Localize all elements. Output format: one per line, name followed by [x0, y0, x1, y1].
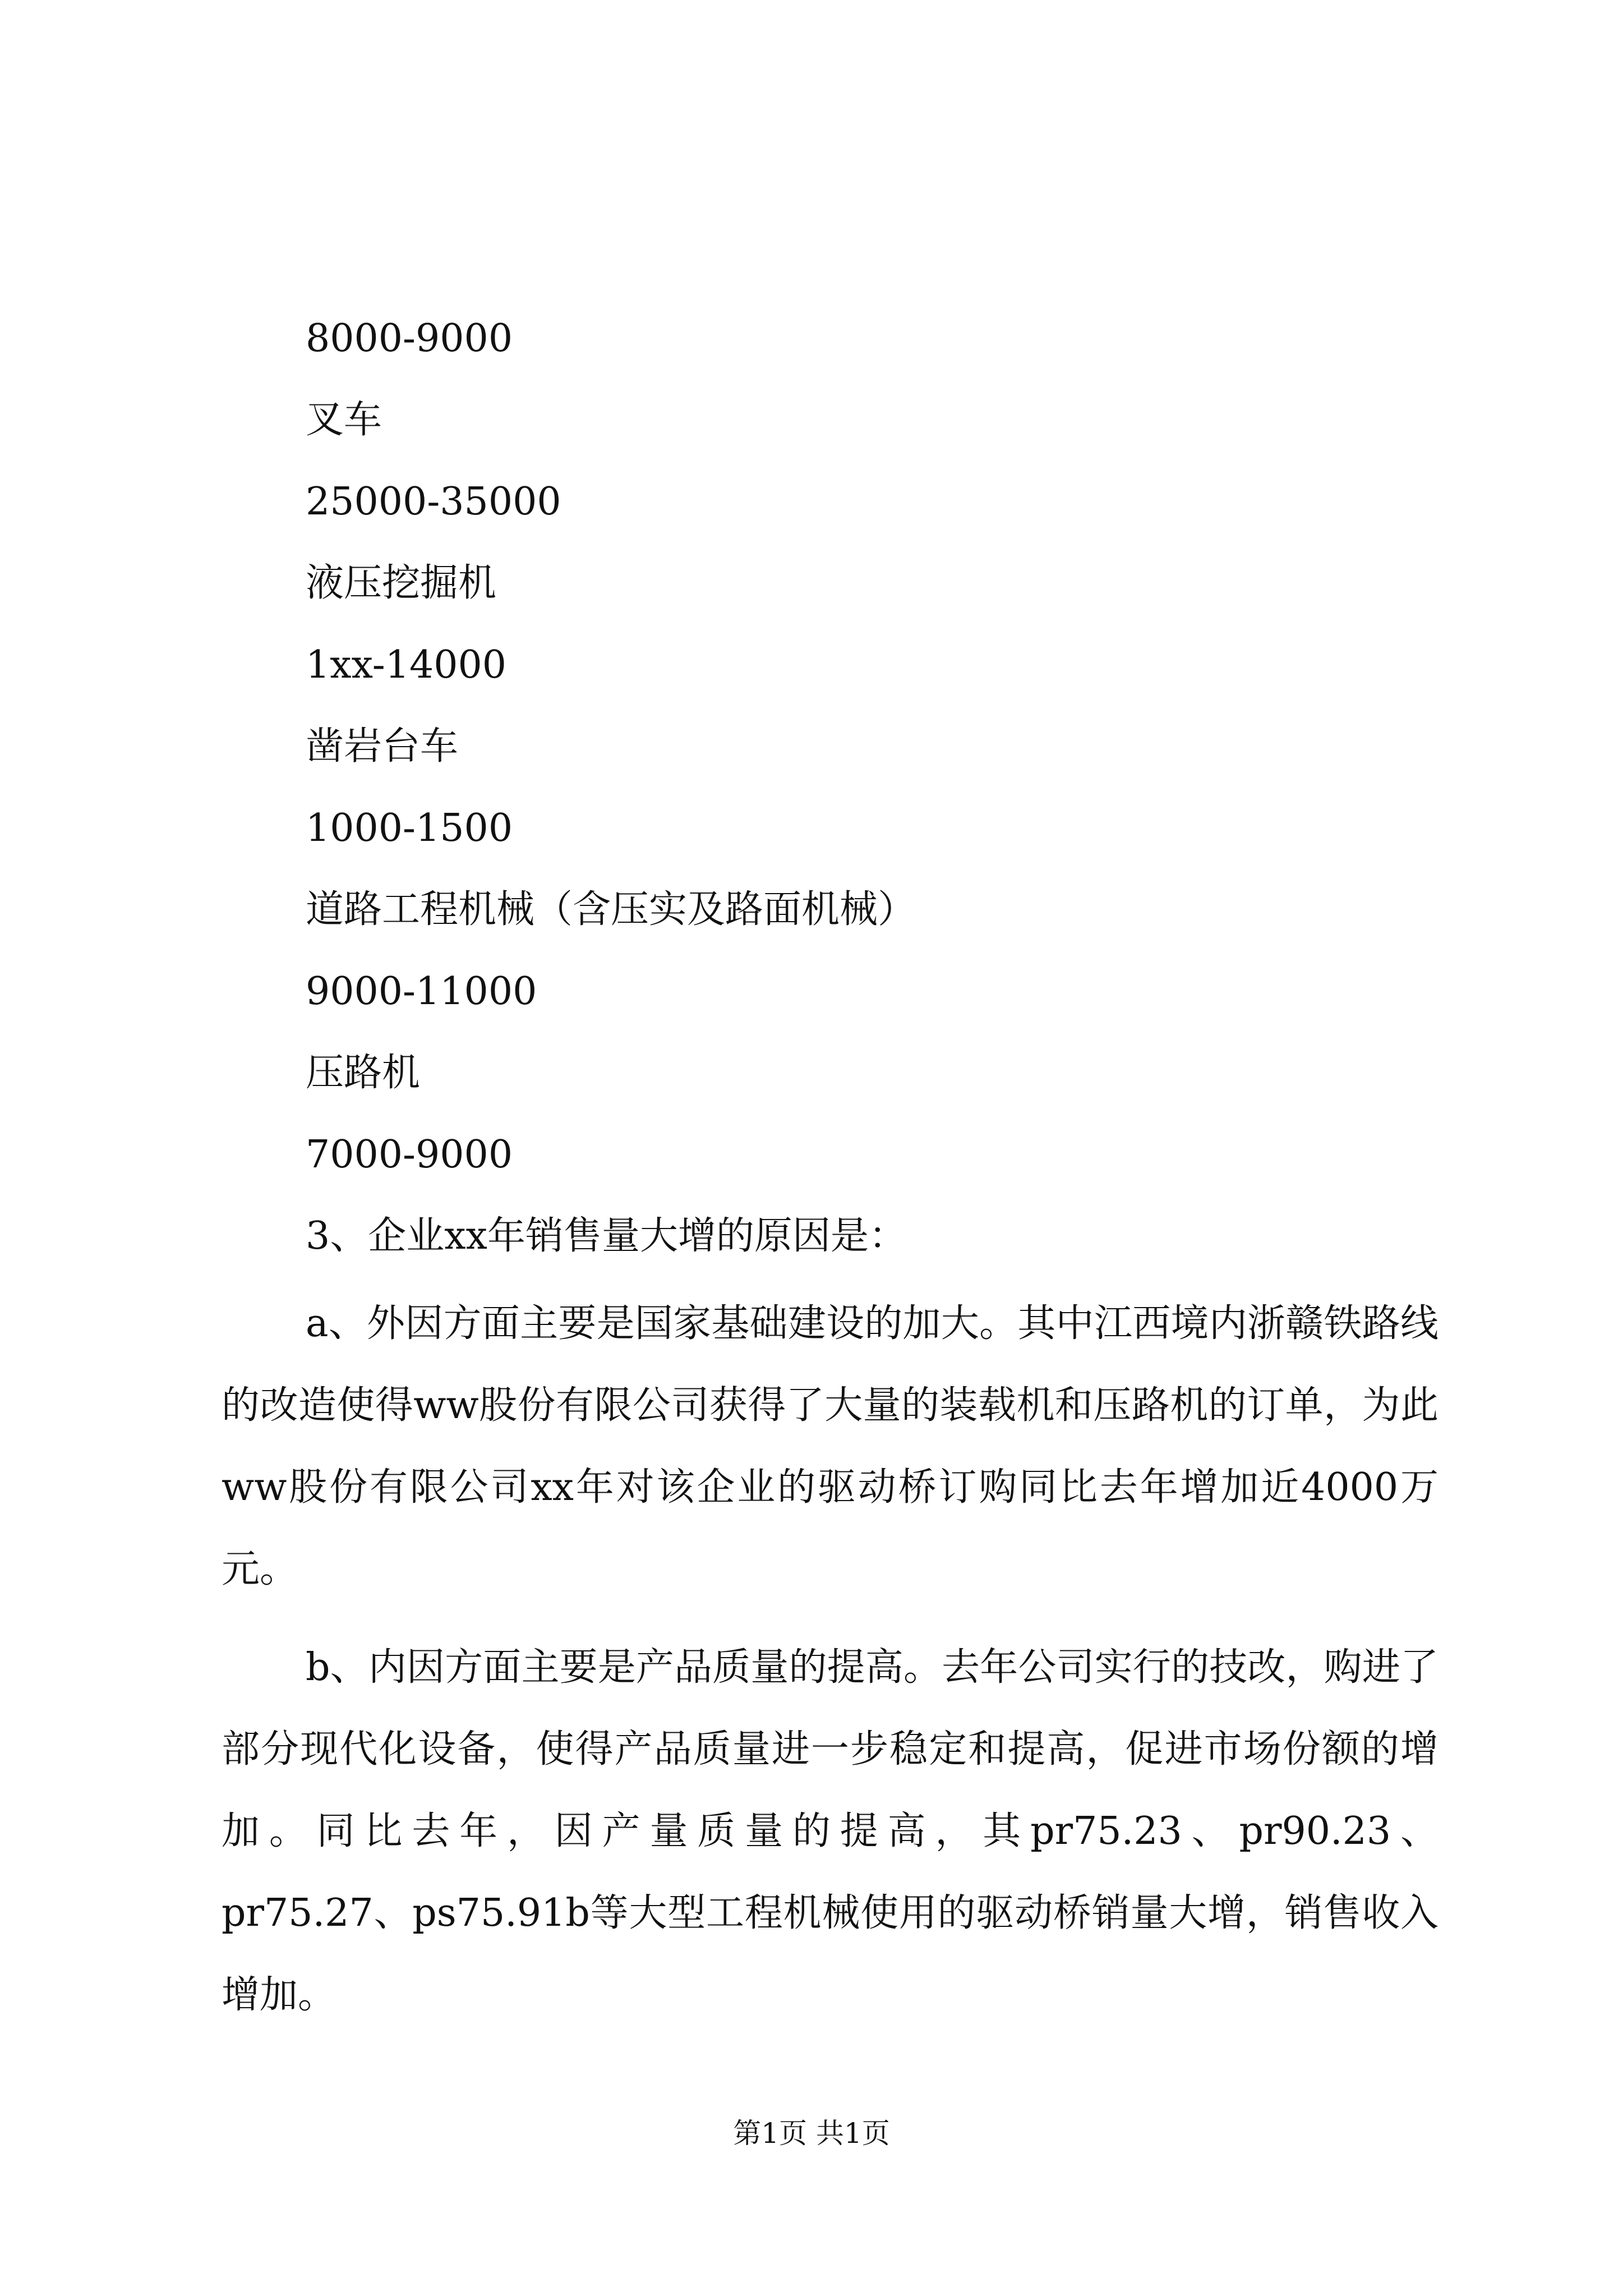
text-line: 1xx-14000 [306, 643, 507, 687]
page-footer: 第1页 共1页 [733, 2117, 890, 2150]
section-heading: 3、企业xx年销售量大增的原因是： [306, 1214, 907, 1258]
text-line: 凿岩台车 [306, 724, 459, 769]
text-line: 25000-35000 [306, 480, 561, 524]
text-line: 液压挖掘机 [306, 561, 497, 605]
paragraph-internal-factors: b、内因方面主要是产品质量的提高。去年公司实行的技改，购进了部分现代化设备，使得产品质量进一步稳定和提高，促进市场份额的增加。同比去年，因产量质量的提高，其pr75.23、pr90.23、pr75.27、ps75.91b等大型工程机械使用的驱动桥销量大增，销售收入增加。 [222, 1645, 1438, 2017]
paragraph-external-factors: a、外因方面主要是国家基础建设的加大。其中江西境内浙赣铁路线的改造使得ww股份有限公司获得了大量的装载机和压路机的订单，为此ww股份有限公司xx年对该企业的驱动桥订购同比去年增加近4000万元。 [222, 1301, 1438, 1591]
text-line: 叉车 [306, 398, 382, 442]
text-line: 道路工程机械（含压实及路面机械） [306, 887, 916, 932]
text-line: 9000-11000 [306, 969, 537, 1014]
text-line: 1000-1500 [306, 806, 513, 850]
text-line: 8000-9000 [306, 316, 513, 361]
text-line: 压路机 [306, 1051, 421, 1095]
text-line: 7000-9000 [306, 1133, 513, 1177]
